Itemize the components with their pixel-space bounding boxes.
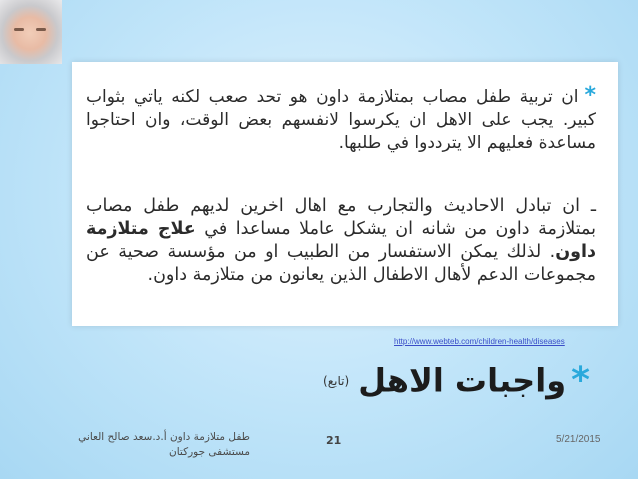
page-number: 21 [326,434,342,447]
bullet-icon: * [584,83,596,108]
paragraph-2-emphasis: علاج متلازمة داون [86,219,596,262]
source-link[interactable]: http://www.webteb.com/children-health/diseases [394,337,565,346]
photo-eye-left [14,28,24,31]
paragraph-2-text-start: ـ ان تبادل الاحاديث والتجارب مع اهال اخرين لديهم طفل مصاب بمتلازمة داون من شانه ان يشكل عاملا مساعدا في [86,196,596,239]
footer-author [34,430,250,460]
title-text: واجبات الاهل [358,361,567,400]
paragraph-1-text: ان تربية طفل مصاب بمتلازمة داون هو تحد صعب لكنه ياتي بثواب كبير. يجب على الاهل ان يكرسوا لانفسهم بعض الوقت، وان احتاجوا مساعدة فعليهم الا يترددوا في طلبها. [86,87,596,153]
baby-photo [0,0,62,64]
footer-author-line-2: مستشفى جوركتان [169,446,250,458]
paragraph-2 [86,195,596,287]
title-bullet-icon: * [571,360,590,401]
paragraph-2-text-end: . لذلك يمكن الاستفسار من الطبيب او من مؤسسة صحية عن مجموعات الدعم لأهال الاطفال الذين يعانون من متلازمة داون. [86,242,596,285]
title-suffix: (تابع) [323,373,350,388]
content-box [72,62,618,326]
footer-date: 5/21/2015 [556,434,601,445]
photo-eye-right [36,28,46,31]
footer-author-line-1: طفل متلازمة داون أ.د.سعد صالح العاني [78,431,250,443]
paragraph-1 [86,84,596,155]
slide-title [323,360,590,401]
